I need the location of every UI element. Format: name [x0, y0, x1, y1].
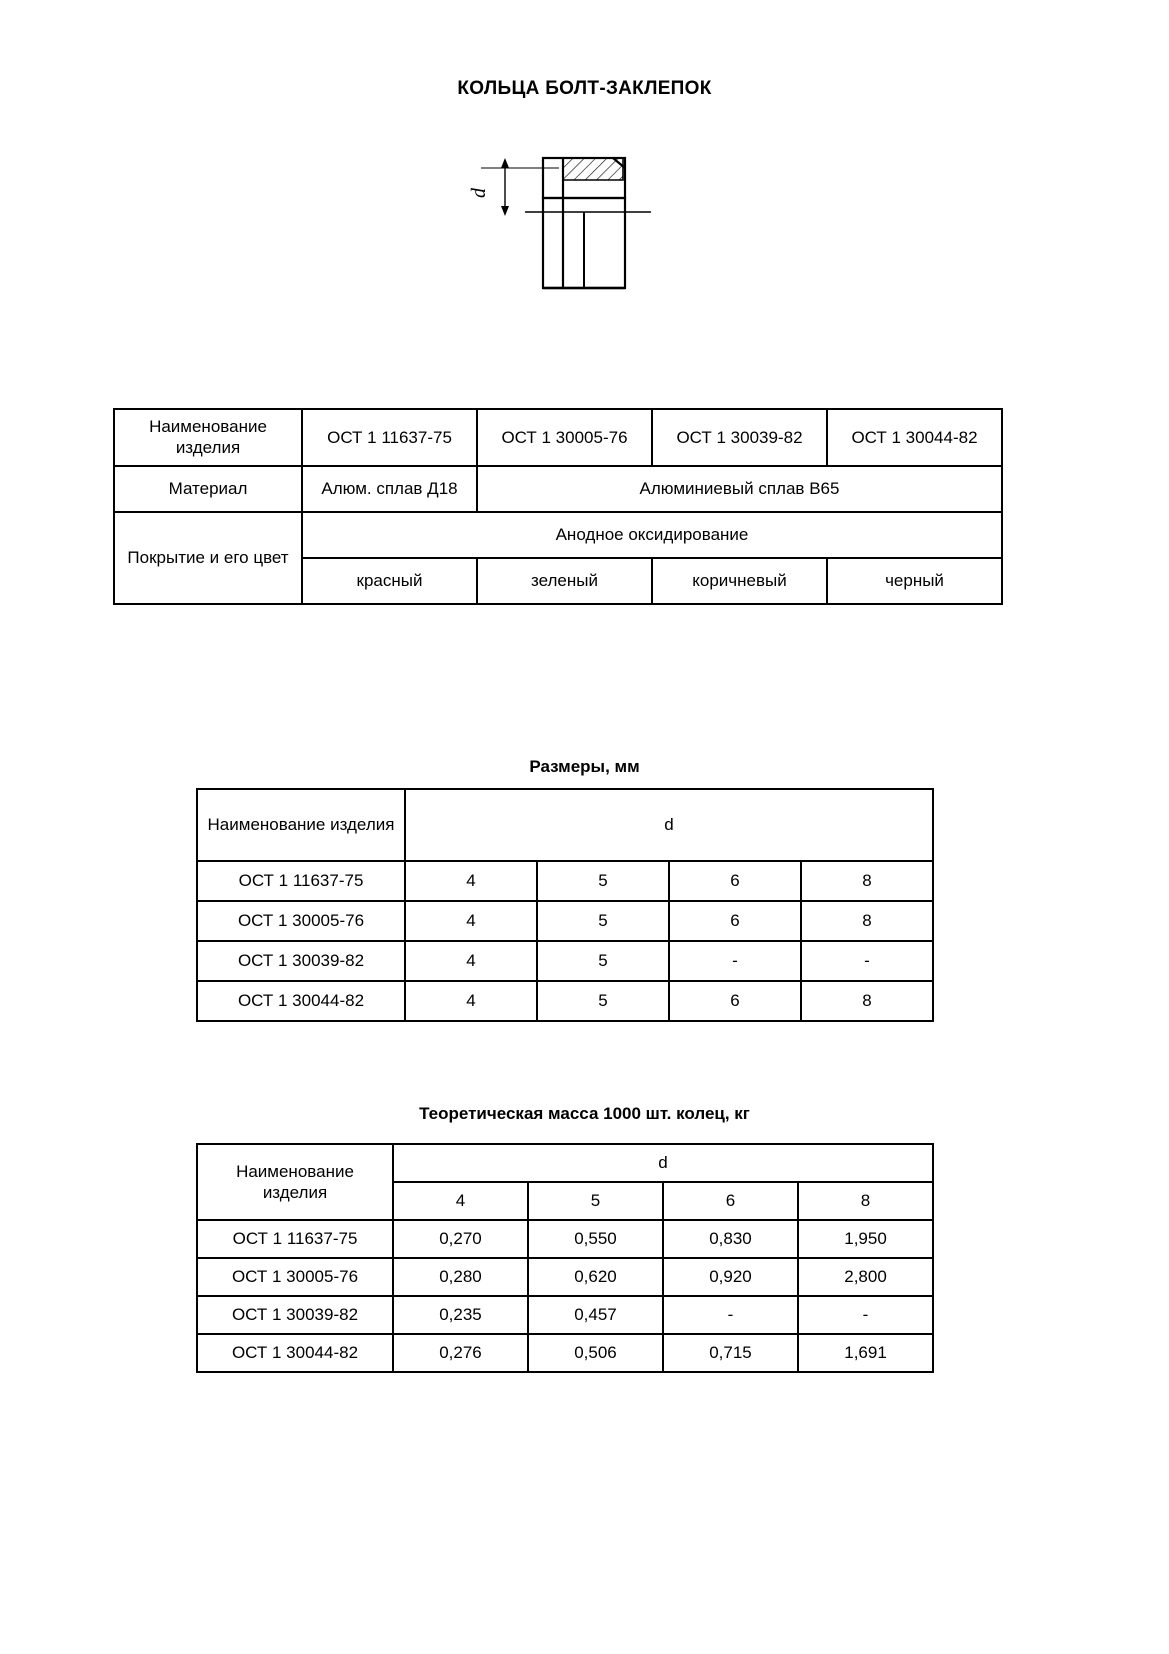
size-cell: 8 — [801, 981, 933, 1021]
table-header-row — [197, 789, 933, 861]
table-row — [197, 981, 933, 1021]
mass-cell: 2,800 — [798, 1258, 933, 1296]
header-d-value: 6 — [663, 1182, 798, 1220]
table-row — [114, 466, 1002, 512]
table-row — [197, 901, 933, 941]
mass-cell: 0,620 — [528, 1258, 663, 1296]
size-cell: 4 — [405, 941, 537, 981]
size-cell: - — [801, 941, 933, 981]
dimension-label-d: d — [468, 188, 490, 198]
size-cell: 8 — [801, 901, 933, 941]
page-title: КОЛЬЦА БОЛТ-ЗАКЛЕПОК — [457, 78, 712, 99]
table-row — [114, 512, 1002, 558]
header-d-value: 5 — [528, 1182, 663, 1220]
mass-cell: - — [663, 1296, 798, 1334]
properties-table — [113, 408, 1003, 605]
mass-cell: 0,506 — [528, 1334, 663, 1372]
size-cell: 5 — [537, 901, 669, 941]
mass-cell: - — [798, 1296, 933, 1334]
row-label-name: Наименование изделия — [114, 409, 302, 466]
mass-cell: 0,235 — [393, 1296, 528, 1334]
coating-color-cell: красный — [302, 558, 477, 604]
row-label-coating: Покрытие и его цвет — [114, 512, 302, 604]
row-standard-name: ОСТ 1 30039-82 — [197, 941, 405, 981]
table-row — [197, 1334, 933, 1372]
header-name: Наименование изделия — [197, 789, 405, 861]
table-row — [114, 409, 1002, 466]
mass-cell: 0,457 — [528, 1296, 663, 1334]
mass-table — [196, 1143, 934, 1373]
mass-cell: 1,950 — [798, 1220, 933, 1258]
header-d-value: 8 — [798, 1182, 933, 1220]
row-standard-name: ОСТ 1 30044-82 — [197, 1334, 393, 1372]
size-cell: 5 — [537, 861, 669, 901]
table-row — [197, 1220, 933, 1258]
mass-cell: 0,280 — [393, 1258, 528, 1296]
table-row — [197, 861, 933, 901]
row-label-material: Материал — [114, 466, 302, 512]
coating-type-cell: Анодное оксидирование — [302, 512, 1002, 558]
size-cell: 6 — [669, 901, 801, 941]
standard-cell: ОСТ 1 30039-82 — [652, 409, 827, 466]
row-standard-name: ОСТ 1 30039-82 — [197, 1296, 393, 1334]
header-d-value: 4 — [393, 1182, 528, 1220]
table-header-row — [197, 1144, 933, 1182]
mass-table-caption: Теоретическая масса 1000 шт. колец, кг — [419, 1104, 750, 1123]
header-name: Наименование изделия — [197, 1144, 393, 1220]
header-d: d — [393, 1144, 933, 1182]
row-standard-name: ОСТ 1 11637-75 — [197, 861, 405, 901]
mass-cell: 0,830 — [663, 1220, 798, 1258]
size-cell: 6 — [669, 861, 801, 901]
row-standard-name: ОСТ 1 11637-75 — [197, 1220, 393, 1258]
mass-cell: 0,715 — [663, 1334, 798, 1372]
size-cell: - — [669, 941, 801, 981]
mass-cell: 1,691 — [798, 1334, 933, 1372]
standard-cell: ОСТ 1 30005-76 — [477, 409, 652, 466]
sizes-table-caption: Размеры, мм — [529, 757, 640, 776]
sizes-table — [196, 788, 934, 1022]
mass-cell: 0,270 — [393, 1220, 528, 1258]
row-standard-name: ОСТ 1 30005-76 — [197, 901, 405, 941]
row-standard-name: ОСТ 1 30005-76 — [197, 1258, 393, 1296]
coating-color-cell: коричневый — [652, 558, 827, 604]
mass-cell: 0,550 — [528, 1220, 663, 1258]
header-d: d — [405, 789, 933, 861]
row-standard-name: ОСТ 1 30044-82 — [197, 981, 405, 1021]
size-cell: 6 — [669, 981, 801, 1021]
mass-cell: 0,920 — [663, 1258, 798, 1296]
ring-cross-section-drawing — [455, 140, 715, 310]
size-cell: 4 — [405, 901, 537, 941]
material-cell-v65: Алюминиевый сплав В65 — [477, 466, 1002, 512]
table-row — [197, 941, 933, 981]
size-cell: 8 — [801, 861, 933, 901]
standard-cell: ОСТ 1 30044-82 — [827, 409, 1002, 466]
mass-cell: 0,276 — [393, 1334, 528, 1372]
size-cell: 5 — [537, 981, 669, 1021]
table-row — [197, 1296, 933, 1334]
size-cell: 4 — [405, 861, 537, 901]
size-cell: 5 — [537, 941, 669, 981]
size-cell: 4 — [405, 981, 537, 1021]
table-row — [197, 1258, 933, 1296]
material-cell-d18: Алюм. сплав Д18 — [302, 466, 477, 512]
standard-cell: ОСТ 1 11637-75 — [302, 409, 477, 466]
coating-color-cell: зеленый — [477, 558, 652, 604]
coating-color-cell: черный — [827, 558, 1002, 604]
